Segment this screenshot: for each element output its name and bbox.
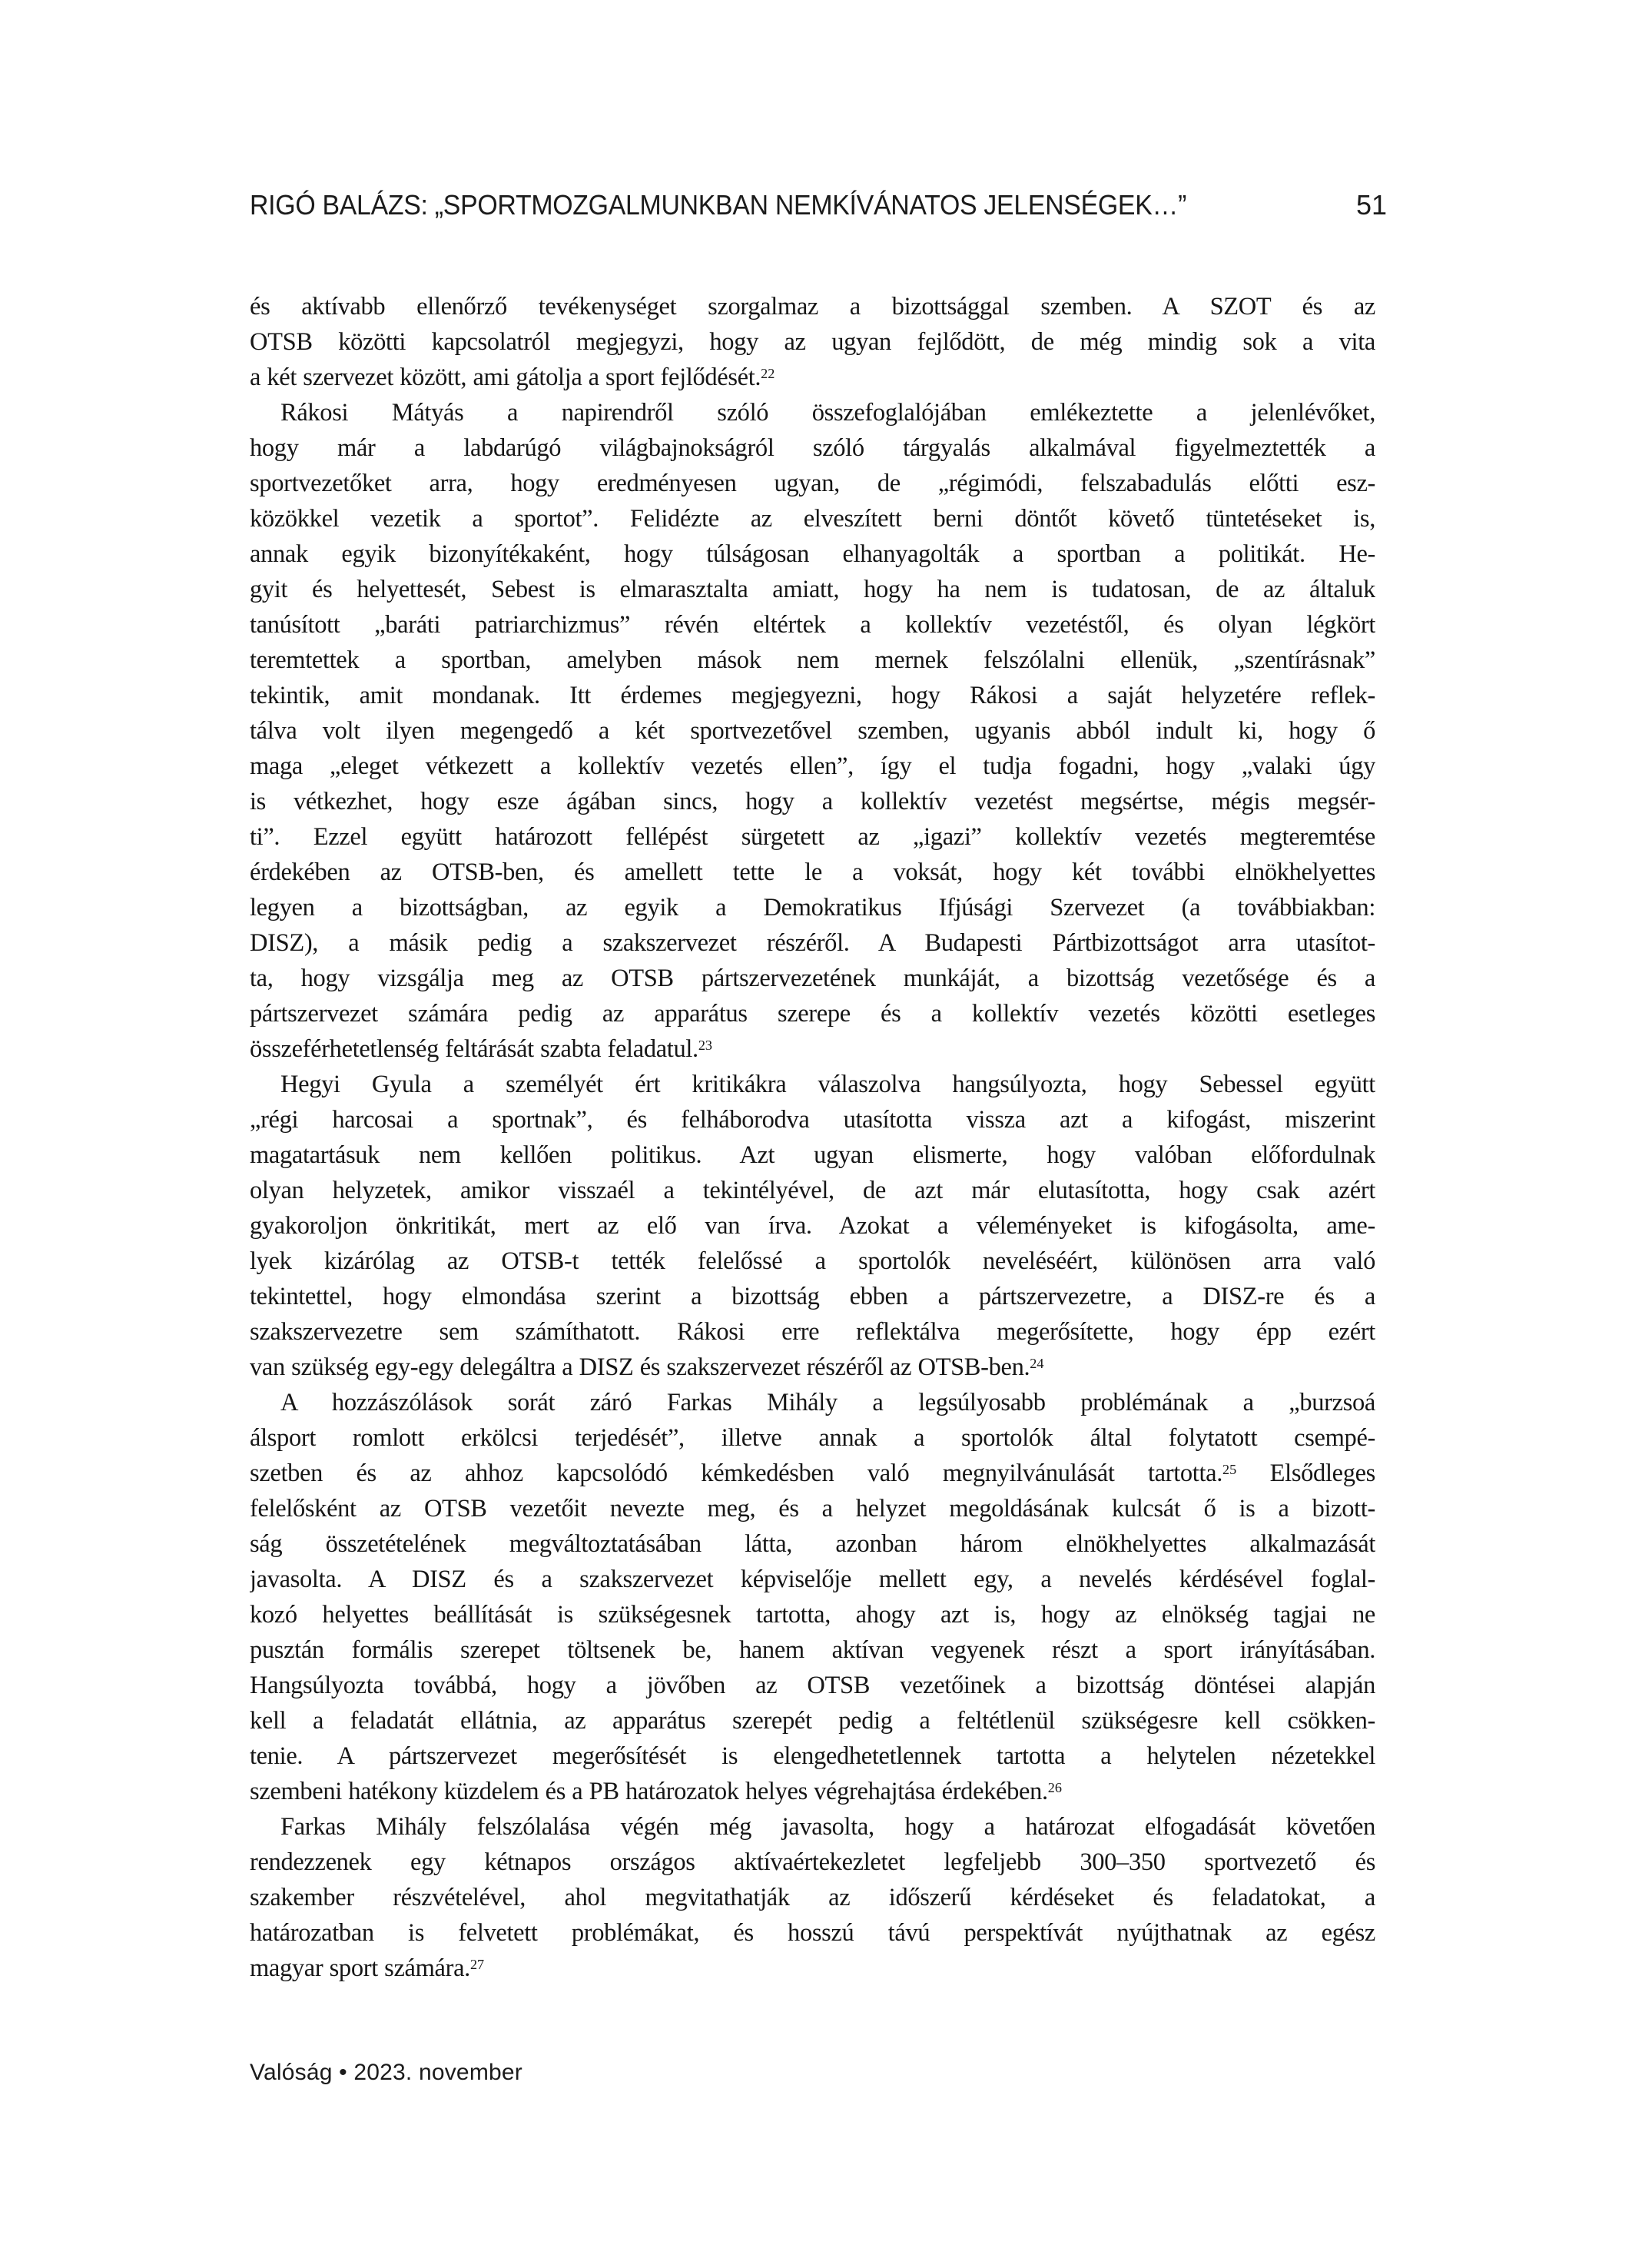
paragraph (250, 1067, 1375, 1385)
text-line: határozatban is felvetett problémákat, és hosszú távú perspektívát nyújthatnak az egész (250, 1919, 1375, 1947)
footnote-reference: 26 (1047, 1779, 1062, 1795)
text-line: a két szervezet között, ami gátolja a sport fejlődését.$^{22}$ (250, 364, 775, 391)
text-line: „régi harcosai a sportnak”, és felháborodva utasította vissza azt a kifogást, miszerint (250, 1106, 1375, 1134)
text-line: ti”. Ezzel együtt határozott fellépést sürgetett az „igazi” kollektív vezetés megteremtése (250, 823, 1375, 851)
text-line: összeférhetetlenség feltárását szabta feladatul.$^{23}$ (250, 1035, 713, 1063)
text-line: tálva volt ilyen megengedő a két sportvezetővel szemben, ugyanis abból indult ki, hogy ő (250, 717, 1375, 745)
footnote-reference: 24 (1030, 1355, 1044, 1371)
text-line: és aktívabb ellenőrző tevékenységet szorgalmaz a bizottsággal szemben. A SZOT és az (250, 293, 1375, 320)
footnote-reference: 25 (1222, 1461, 1237, 1477)
text-line: van szükség egy-egy delegáltra a DISZ és szakszervezet részéről az OTSB-ben.$^{24}$ (250, 1353, 1044, 1381)
text-line: is vétkezhet, hogy esze ágában sincs, hogy a kollektív vezetést megsértse, mégis megsér- (250, 788, 1375, 815)
text-line: Hangsúlyozta továbbá, hogy a jövőben az OTSB vezetőinek a bizottság döntései alapján (250, 1672, 1375, 1699)
text-line: gyit és helyettesét, Sebest is elmarasztalta amiatt, hogy ha nem is tudatosan, de az általuk (250, 576, 1375, 603)
text-line: magatartásuk nem kellően politikus. Azt ugyan elismerte, hogy valóban előfordulnak (250, 1141, 1375, 1169)
text-line: ság összetételének megváltoztatásában látta, azonban három elnökhelyettes alkalmazását (250, 1530, 1375, 1558)
footnote-reference: 23 (698, 1037, 713, 1053)
text-line: kozó helyettes beállítását is szükségesnek tartotta, ahogy azt is, hogy az elnökség tagjai ne (250, 1601, 1375, 1629)
text-line: felelősként az OTSB vezetőit nevezte meg, és a helyzet megoldásának kulcsát ő is a bizott- (250, 1495, 1375, 1523)
page-number: 51 (1355, 189, 1387, 221)
footnote-reference: 27 (469, 1956, 485, 1972)
text-line: szembeni hatékony küzdelem és a PB határozatok helyes végrehajtása érdekében.$^{26}$ (250, 1778, 1062, 1805)
paragraph (250, 395, 1375, 1067)
text-line: tekintik, amit mondanak. Itt érdemes megjegyezni, hogy Rákosi a saját helyzetére reflek- (250, 682, 1375, 709)
text-line: maga „eleget vétkezett a kollektív vezetés ellen”, így el tudja fogadni, hogy „valaki úgy (250, 752, 1375, 780)
text-line: Hegyi Gyula a személyét ért kritikákra válaszolva hangsúlyozta, hogy Sebessel együtt (280, 1071, 1375, 1098)
footnote-reference: 22 (761, 365, 775, 381)
journal-footer: Valóság • 2023. november (250, 2060, 522, 2085)
text-line: pusztán formális szerepet töltsenek be, hanem aktívan vegyenek részt a sport irányításában. (250, 1636, 1375, 1664)
text-line: DISZ), a másik pedig a szakszervezet részéről. A Budapesti Pártbizottságot arra utasítot- (250, 929, 1375, 957)
text-line: magyar sport számára.$^{27}$ (250, 1954, 485, 1982)
text-line: olyan helyzetek, amikor visszaél a tekintélyével, de azt már elutasította, hogy csak azért (250, 1177, 1375, 1204)
text-line: szakszervezetre sem számíthatott. Rákosi erre reflektálva megerősítette, hogy épp ezért (250, 1318, 1375, 1346)
paragraph (250, 1809, 1375, 1986)
text-line: OTSB közötti kapcsolatról megjegyzi, hogy az ugyan fejlődött, de még mindig sok a vita (250, 328, 1375, 356)
text-line: szetben és az ahhoz kapcsolódó kémkedésben való megnyilvánulását tartotta.$^{25}$ Elsődleges (250, 1459, 1375, 1487)
text-line: legyen a bizottságban, az egyik a Demokratikus Ifjúsági Szervezet (a továbbiakban: (250, 894, 1375, 921)
paragraph (250, 1385, 1375, 1809)
text-line: javasolta. A DISZ és a szakszervezet képviselője mellett egy, a nevelés kérdésével foglal- (250, 1566, 1375, 1593)
text-line: rendezzenek egy kétnapos országos aktívaértekezletet legfeljebb 300–350 sportvezető és (250, 1848, 1375, 1876)
text-line: közökkel vezetik a sportot”. Felidézte az elveszített berni döntőt követő tüntetéseket is, (250, 505, 1375, 533)
text-line: sportvezetőket arra, hogy eredményesen ugyan, de „régimódi, felszabadulás előtti esz- (250, 470, 1375, 497)
text-line: érdekében az OTSB-ben, és amellett tette le a voksát, hogy két további elnökhelyettes (250, 858, 1375, 886)
text-line: A hozzászólások sorát záró Farkas Mihály a legsúlyosabb problémának a „burzsoá (280, 1389, 1375, 1416)
text-line: tanúsított „baráti patriarchizmus” révén eltértek a kollektív vezetéstől, és olyan légkört (250, 611, 1375, 639)
text-line: Farkas Mihály felszólalása végén még javasolta, hogy a határozat elfogadását követően (280, 1813, 1375, 1841)
text-line: ta, hogy vizsgálja meg az OTSB pártszervezetének munkáját, a bizottság vezetősége és a (250, 965, 1375, 992)
text-line: tenie. A pártszervezet megerősítését is elengedhetetlennek tartotta a helytelen nézetekkel (250, 1742, 1375, 1770)
text-line: kell a feladatát ellátnia, az apparátus szerepét pedig a feltétlenül szükségesre kell csökken- (250, 1707, 1375, 1735)
text-line: pártszervezet számára pedig az apparátus szerepe és a kollektív vezetés közötti esetleges (250, 1000, 1375, 1028)
article-body (250, 289, 1375, 1986)
running-header-title: RIGÓ BALÁZS: „SPORTMOZGALMUNKBAN NEMKÍVÁNATOS JELENSÉGEK…” (250, 189, 1187, 221)
running-header (250, 188, 1387, 222)
text-line: gyakoroljon önkritikát, mert az elő van írva. Azokat a véleményeket is kifogásolta, ame- (250, 1212, 1375, 1240)
text-line: teremtettek a sportban, amelyben mások nem mernek felszólalni ellenük, „szentírásnak” (250, 646, 1375, 674)
paragraph (250, 289, 1375, 395)
text-line: annak egyik bizonyítékaként, hogy túlságosan elhanyagolták a sportban a politikát. He- (250, 540, 1375, 568)
text-line: szakember részvételével, ahol megvitathatják az időszerű kérdéseket és feladatokat, a (250, 1884, 1375, 1911)
text-line: tekintettel, hogy elmondása szerint a bizottság ebben a pártszervezetre, a DISZ-re és a (250, 1283, 1375, 1310)
text-line: Rákosi Mátyás a napirendről szóló összefoglalójában emlékeztette a jelenlévőket, (280, 399, 1375, 427)
text-line: hogy már a labdarúgó világbajnokságról szóló tárgyalás alkalmával figyelmeztették a (250, 434, 1375, 462)
text-line: lyek kizárólag az OTSB-t tették felelőssé a sportolók neveléséért, különösen arra való (250, 1247, 1375, 1275)
text-line: álsport romlott erkölcsi terjedését”, illetve annak a sportolók által folytatott csempé- (250, 1424, 1375, 1452)
